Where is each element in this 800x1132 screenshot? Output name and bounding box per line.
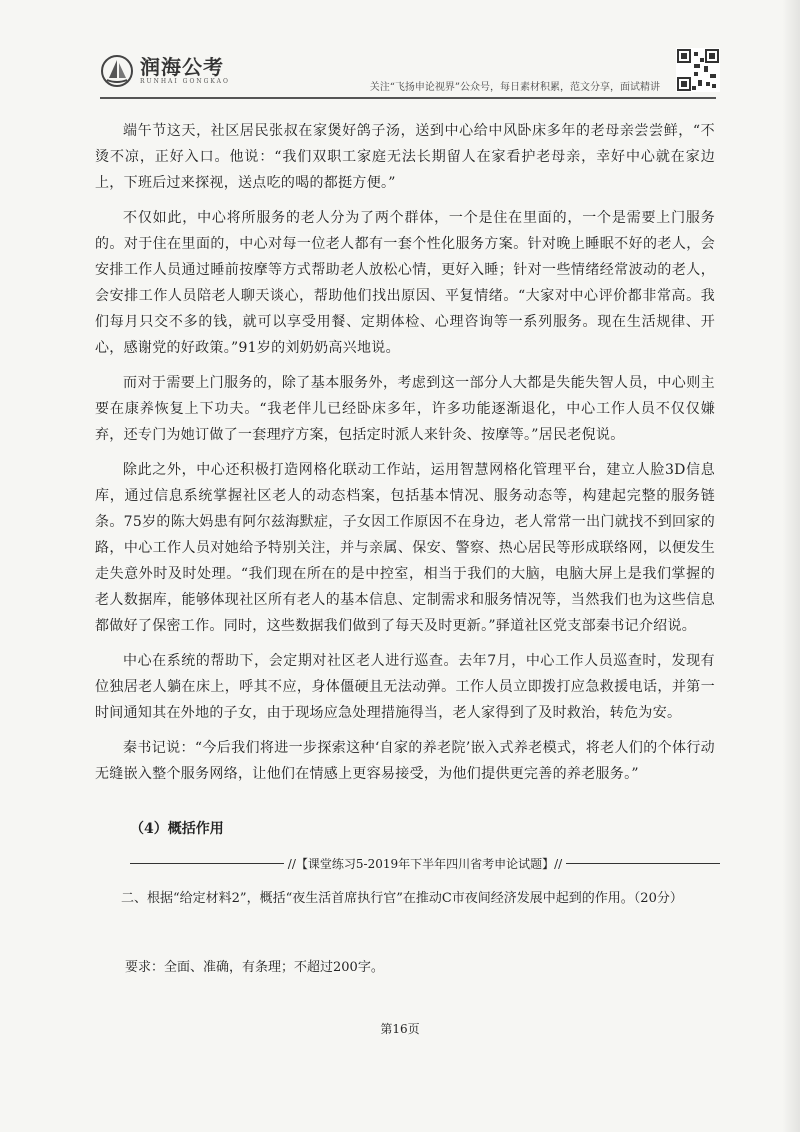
exercise-banner — [130, 855, 720, 872]
paragraph: 秦书记说：“今后我们将进一步探索这种‘自家的养老院’嵌入式养老模式，将老人们的个体行动无缝嵌入整个服务网络，让他们在情感上更容易接受，为他们提供更完善的养老服务。” — [95, 740, 715, 782]
page-header — [100, 48, 720, 98]
banner-title: //【课堂练习5-2019年下半年四川省考申论试题】// — [287, 857, 563, 871]
logo-subtitle: RUNHAI GONGKAO — [140, 78, 230, 85]
requirement-text: 要求：全面、准确，有条理；不超过200字。 — [125, 960, 384, 975]
qr-code-icon — [676, 48, 720, 92]
header-slogan: 关注“飞扬申论视界”公众号，每日素材积累，范文分享，面试精讲 — [369, 82, 660, 93]
paragraph: 除此之外，中心还积极打造网格化联动工作站，运用智慧网格化管理平台，建立人脸3D信息库，通过信息系统掌握社区老人的动态档案，包括基本情况、服务动态等，构建起完整的服务链条。75岁的陈大妈患有阿尔兹海默症，子女因工作原因不在身边，老人常常一出门就找不到回家的路，中心工作人员对她给予特别关注，并与亲属、保安、警察、热心居民等形成联络网，以便发生走失意外时及时处理。“我们现在所在的是中控室，相当于我们的大脑，电脑大屏上是我们掌握的老人数据库，能够体现社区所有老人的基本信息、定制需求和服务情况等，当然我们也为这些信息都做好了保密工作。同时，这些数据我们做到了每天及时更新。”驿道社区党支部秦书记介绍说。 — [95, 462, 715, 634]
logo-name: 润海公考 — [140, 55, 224, 79]
body-text — [95, 118, 715, 796]
header-divider — [100, 97, 716, 99]
paragraph: 而对于需要上门服务的，除了基本服务外，考虑到这一部分人大都是失能失智人员，中心则主要在康养恢复上下功夫。“我老伴儿已经卧床多年，许多功能逐渐退化，中心工作人员不仅仅嫌弃，还专门为她订做了一套理疗方案，包括定时派人来针灸、按摩等。”居民老倪说。 — [95, 375, 715, 443]
paragraph: 中心在系统的帮助下，会定期对社区老人进行巡查。去年7月，中心工作人员巡查时，发现有位独居老人躺在床上，呼其不应，身体僵硬且无法动弹。工作人员立即拨打应急救援电话，并第一时间通知其在外地的子女，由于现场应急处理措施得当，老人家得到了及时救治，转危为安。 — [95, 653, 715, 721]
page-number: 第16页 — [380, 1022, 420, 1036]
sailboat-logo-icon — [100, 54, 134, 88]
banner-rule-right — [566, 863, 720, 864]
scan-shadow-edge — [782, 0, 800, 1132]
question-text: 二、根据“给定材料2”，概括“夜生活首席执行官”在推动C市夜间经济发展中起到的作用。（20分） — [121, 891, 683, 906]
banner-rule-left — [130, 863, 284, 864]
paragraph: 端午节这天，社区居民张叔在家煲好鸽子汤，送到中心给中风卧床多年的老母亲尝尝鲜，“不烫不凉，正好入口。他说：“我们双职工家庭无法长期留人在家看护老母亲，幸好中心就在家边上，下班后过来探视，送点吃的喝的都挺方便。” — [95, 123, 715, 191]
section-heading: （4）概括作用 — [130, 821, 224, 837]
paragraph: 不仅如此，中心将所服务的老人分为了两个群体，一个是住在里面的，一个是需要上门服务的。对于住在里面的，中心对每一位老人都有一套个性化服务方案。针对晚上睡眠不好的老人，会安排工作人员通过睡前按摩等方式帮助老人放松心情，更好入睡；针对一些情绪经常波动的老人，会安排工作人员陪老人聊天谈心，帮助他们找出原因、平复情绪。“大家对中心评价都非常高。我们每月只交不多的钱，就可以享受用餐、定期体检、心理咨询等一系列服务。现在生活规律、开心，感谢党的好政策。”91岁的刘奶奶高兴地说。 — [95, 210, 715, 356]
brand-logo — [100, 54, 230, 88]
